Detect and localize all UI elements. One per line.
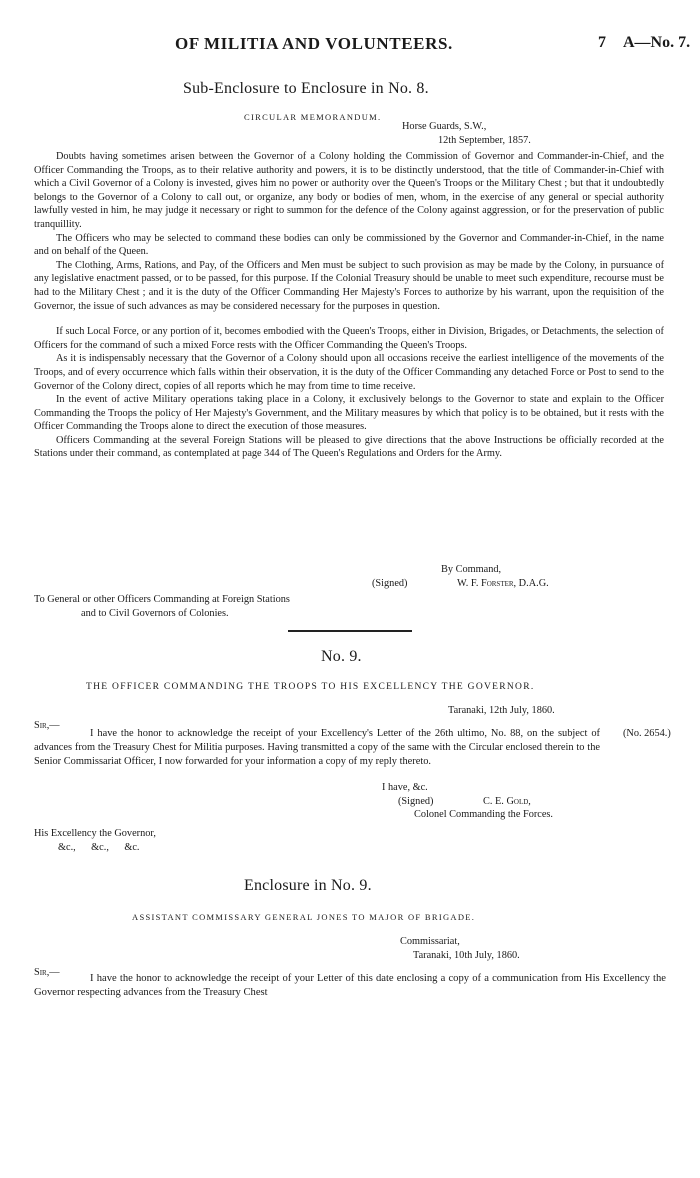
memo-paragraph: Doubts having sometimes arisen between the Governor of a Colony holding the Commission of Governor and Commander-in-Chief, and the Officer Commanding the Troops, as to their relative authority and powers, it is to be distinctly understood, that the title of Commander-in-Chief with which a Civil Governor of a Colony is invested, gives him no power or authority over the Queen's Troops or the Military Chest ; but that it undoubtedly belongs to the Governor of a Colony to call out, or organize, any body or bodies of men, whom, in the exercise of any general or special authority lawfully vested in him, he may judge it necessary or right to summon for the defence of the Colony against aggression, or for the preservation of public tranquillity. (34, 151, 664, 230)
no9-signatory: C. E. Gold, (483, 796, 531, 807)
memo-paragraph: If such Local Force, or any portion of it, becomes embodied with the Queen's Troops, either in Division, Brigades, or Detachments, the selection of Officers for the command of such a mixed Force rests with the Officer Commanding the Queen's Troops. (34, 326, 664, 351)
no9-heading: No. 9. (321, 648, 362, 665)
no9-place-date: Taranaki, 12th July, 1860. (448, 705, 555, 716)
no9-addressee-line-2: &c., &c., &c. (58, 842, 140, 853)
no9-rank: Colonel Commanding the Forces. (414, 809, 553, 820)
memo-place: Horse Guards, S.W., (402, 121, 487, 132)
no9-addressee-line-1: His Excellency the Governor, (34, 828, 156, 839)
enclosure9-heading: Enclosure in No. 9. (244, 877, 372, 894)
section-divider (288, 630, 412, 632)
memo-recipients-line-2: and to Civil Governors of Colonies. (81, 608, 229, 619)
by-command: By Command, (441, 564, 502, 575)
enclosure9-salutation: Sir,— (34, 967, 60, 978)
no9-body (34, 727, 600, 769)
page-header-title: OF MILITIA AND VOLUNTEERS. (175, 34, 453, 53)
memo-signatory: W. F. Forster, D.A.G. (457, 578, 549, 589)
page-number: 7 (598, 34, 606, 51)
paper-reference: A—No. 7. (623, 34, 691, 51)
no9-salutation: Sir,— (34, 720, 60, 731)
no9-closing: I have, &c. (382, 782, 428, 793)
no9-paragraph: I have the honor to acknowledge the receipt of your Excellency's Letter of the 26th ultimo, No. 88, on the subject of advances from the Treasury Chest for Militia purposes. Having transmitted a copy of the same with the Circular enclosed therein to the Senior Commissariat Officer, I now forwarded for your information a copy of my reply thereto. (34, 728, 600, 767)
memo-signed: (Signed) (372, 578, 408, 589)
memo-paragraph: As it is indispensably necessary that the Governor of a Colony should upon all occasions receive the earliest intelligence of the movements of the Troops, and of every occurrence which falls within their observation, it is the duty of the Officer Commanding any detached Force or Post to send to the Governor of the Colony direct, copies of all reports which he may from time to time receive. (34, 353, 664, 392)
memo-label: CIRCULAR MEMORANDUM. (244, 112, 382, 122)
no9-margin-note: (No. 2654.) (623, 728, 671, 739)
enclosure9-subheading: ASSISTANT COMMISSARY GENERAL JONES TO MAJOR OF BRIGADE. (132, 912, 476, 922)
memo-paragraph: Officers Commanding at the several Foreign Stations will be pleased to give directions that the above Instructions be officially recorded at the Stations under their command, as contemplated at page 344 of The Queen's Regulations and Orders for the Army. (34, 434, 664, 460)
memo-paragraph: In the event of active Military operations taking place in a Colony, it exclusively belongs to the Governor to state and explain to the Officer Commanding the Troops the policy of Her Majesty's Government, and the Military measures by which that policy is to be obtained, but it rests with the Officer Commanding the Troops alone to direct the execution of those measures. (34, 394, 664, 433)
memo-paragraph: The Clothing, Arms, Rations, and Pay, of the Officers and Men must be subject to such provision as may be made by the Colony, in pursuance of any legislative enactment passed, or to be passed, for this purpose. If the Colonial Treasury should be unable to meet such expenditure, recourse must be had to the Military Chest ; and it is the duty of the Officer Commanding Her Majesty's Forces to authorize by his warrant, upon the requisition of the Governor, the issue of such advances as may be considered necessary for the purposes in question. (34, 259, 664, 312)
enclosure9-body (34, 972, 666, 1000)
no9-subheading: THE OFFICER COMMANDING THE TROOPS TO HIS EXCELLENCY THE GOVERNOR. (86, 682, 535, 692)
memo-body (34, 150, 664, 461)
enclosure9-paragraph: I have the honor to acknowledge the receipt of your Letter of this date enclosing a copy of a communication from His Excellency the Governor respecting advances from the Treasury Chest (34, 973, 666, 998)
no9-signed: (Signed) (398, 796, 434, 807)
enclosure9-date: Taranaki, 10th July, 1860. (413, 950, 520, 961)
memo-paragraph: The Officers who may be selected to command these bodies can only be commissioned by the Governor and Commander-in-Chief, in the name and on behalf of the Queen. (34, 232, 664, 258)
memo-recipients-line-1: To General or other Officers Commanding at Foreign Stations (34, 594, 290, 605)
memo-date: 12th September, 1857. (438, 135, 531, 146)
sub-enclosure-heading: Sub-Enclosure to Enclosure in No. 8. (183, 80, 429, 97)
enclosure9-place: Commissariat, (400, 936, 460, 947)
